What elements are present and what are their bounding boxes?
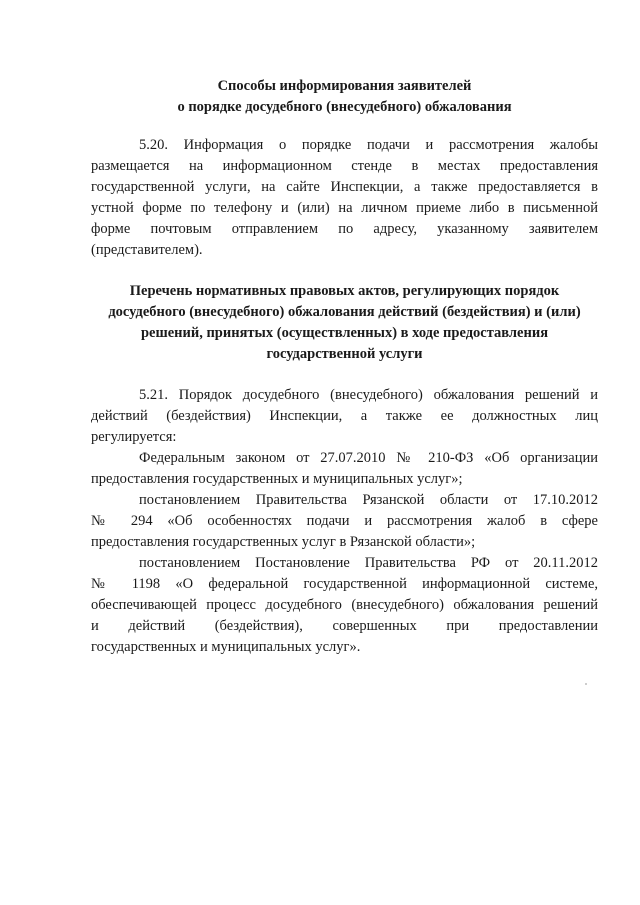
title-line: досудебного (внесудебного) обжалования действий (бездействия) и (или) xyxy=(108,304,581,320)
text-line: предоставления государственных услуг в Рязанской области»; xyxy=(91,534,476,550)
scan-speck xyxy=(585,683,587,685)
text-line: № 294 «Об особенностях подачи и рассмотрения жалоб в сфере xyxy=(91,513,598,529)
text-line: 5.21. Порядок досудебного (внесудебного) обжалования решений и xyxy=(139,387,598,403)
section-title-informing xyxy=(91,76,598,118)
text-line: постановлением Правительства Рязанской области от 17.10.2012 xyxy=(139,492,598,508)
paragraph-5-20 xyxy=(91,135,598,261)
text-line: Федеральным законом от 27.07.2010 № 210-ФЗ «Об организации xyxy=(139,450,598,466)
text-line: действий (бездействия) Инспекции, а также ее должностных лиц xyxy=(91,408,598,424)
text-line: размещается на информационном стенде в местах предоставления xyxy=(91,158,598,174)
text-line: постановлением Постановление Правительства РФ от 20.11.2012 xyxy=(139,555,598,571)
text-line: форме почтовым отправлением по адресу, указанному заявителем xyxy=(91,221,598,237)
title-line: Перечень нормативных правовых актов, регулирующих порядок xyxy=(129,283,560,299)
text-line: 5.20. Информация о порядке подачи и рассмотрения жалобы xyxy=(139,137,598,153)
text-line: государственных и муниципальных услуг». xyxy=(91,639,361,655)
text-line: государственной услуги, на сайте Инспекции, а также предоставляется в xyxy=(91,179,598,195)
text-line: обеспечивающей процесс досудебного (внесудебного) обжалования решений xyxy=(91,597,598,613)
text-line: устной форме по телефону и (или) на личном приеме либо в письменной xyxy=(91,200,598,216)
section-title-legal-acts xyxy=(91,281,598,365)
title-line: о порядке досудебного (внесудебного) обжалования xyxy=(177,99,512,115)
title-line: Способы информирования заявителей xyxy=(217,78,472,94)
paragraph-5-21 xyxy=(91,385,598,658)
document-page xyxy=(91,76,598,658)
title-line: решений, принятых (осуществленных) в ходе предоставления xyxy=(140,325,549,341)
text-line: (представителем). xyxy=(91,242,203,258)
title-line: государственной услуги xyxy=(266,346,423,362)
text-line: и действий (бездействия), совершенных при предоставлении xyxy=(91,618,598,634)
text-line: предоставления государственных и муниципальных услуг»; xyxy=(91,471,463,487)
text-line: № 1198 «О федеральной государственной информационной системе, xyxy=(91,576,598,592)
text-line: регулируется: xyxy=(91,429,177,445)
